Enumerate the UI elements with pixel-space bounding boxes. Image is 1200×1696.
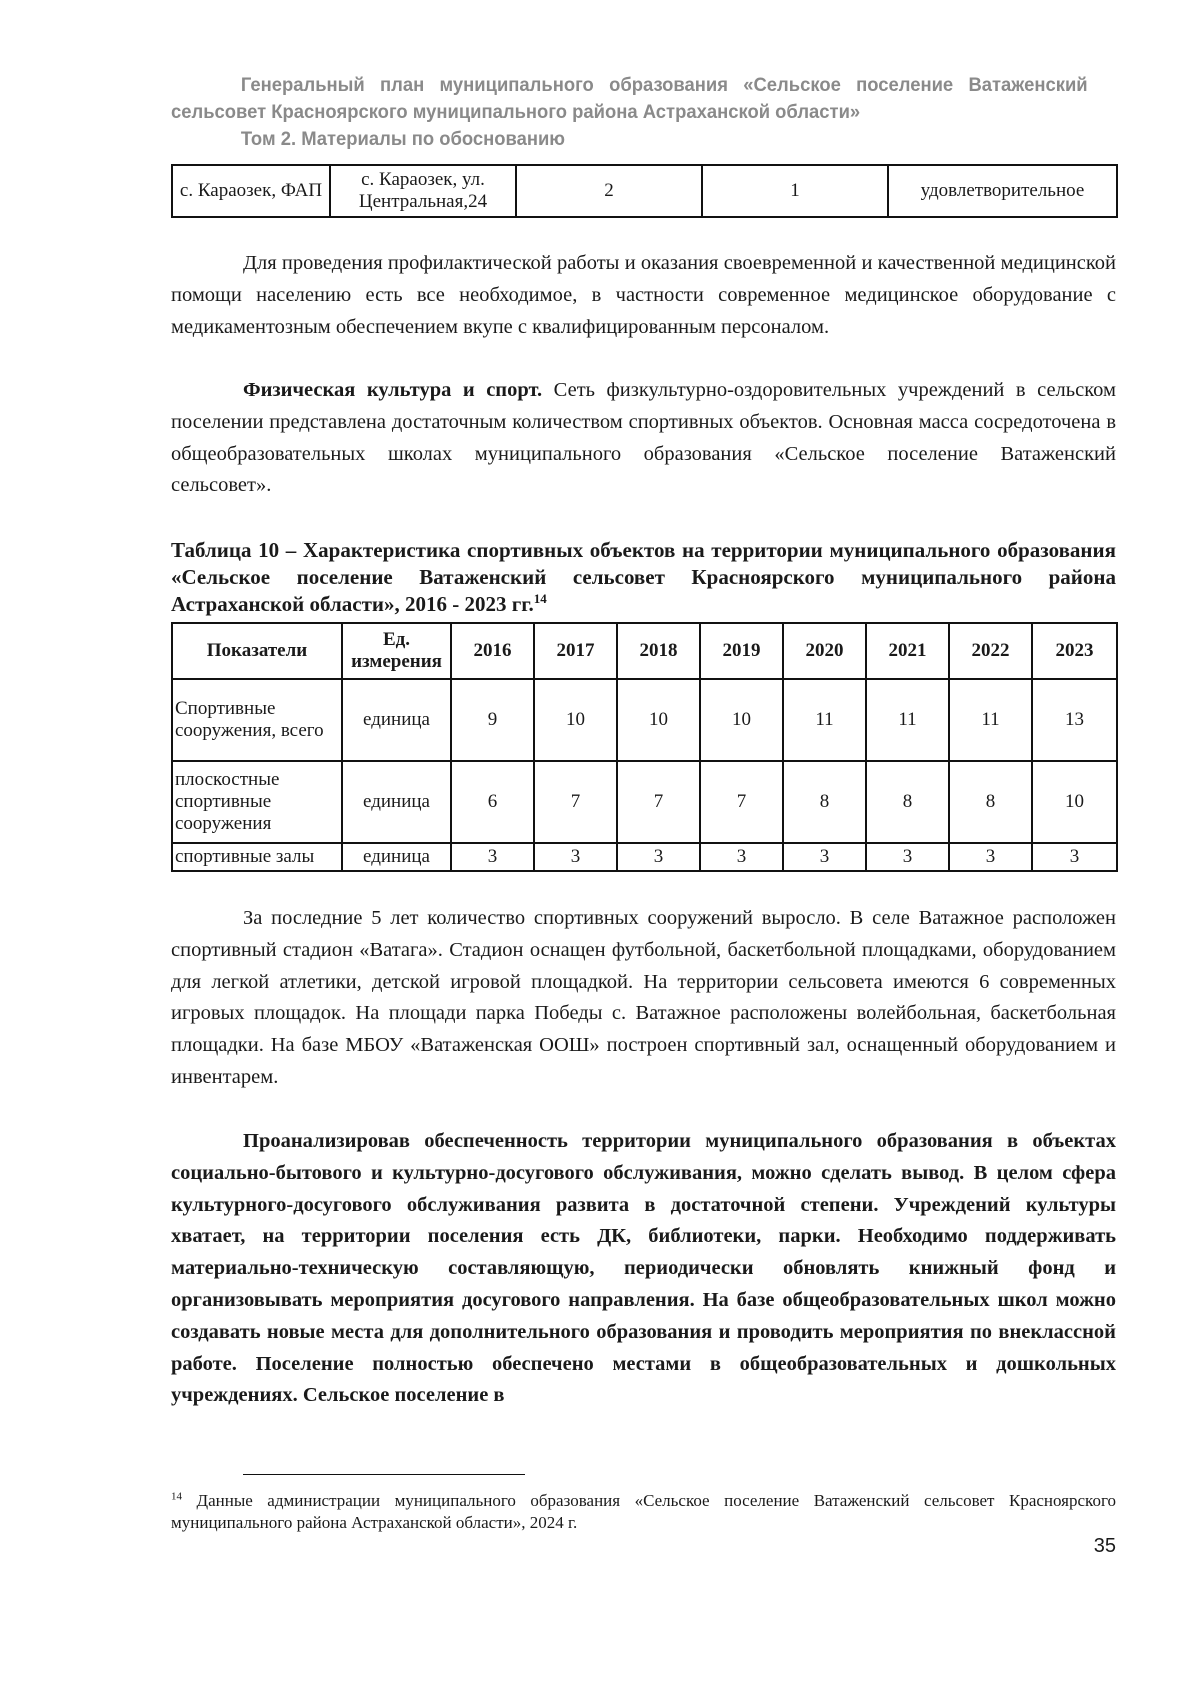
header-line-3: Том 2. Материалы по обоснованию: [240, 129, 566, 150]
table-cell: 10: [534, 679, 617, 761]
footnote-separator: [243, 1474, 525, 1475]
table-row: [172, 761, 1117, 843]
table-cell: единица: [342, 843, 451, 871]
table-cell: 8: [949, 761, 1032, 843]
table-cell: 7: [617, 761, 700, 843]
paragraph-stadium: За последние 5 лет количество спортивных сооружений выросло. В селе Ватажное расположен спортивный стадион «Ватага». Стадион оснащен футбольной, баскетбольной площадками, оборудованием для легкой атлетики, детской игровой площадкой. На территории сельсовета имеются 6 современных игровых площадок. На площади парка Победы с. Ватажное расположены волейбольная, баскетбольная площадки. На базе МБОУ «Ватаженская ООШ» построен спортивный зал, оснащенный оборудованием и инвентарем.: [171, 907, 1116, 1088]
table-row: [172, 843, 1117, 871]
footnote-ref: 14: [533, 591, 547, 606]
footnote-text: Данные администрации муниципального образования «Сельское поселение Ватаженский сельсовет Красноярского муниципального района Астраханской области», 2024 г.: [171, 1491, 1116, 1532]
table-cell: 3: [617, 843, 700, 871]
column-header: 2016: [451, 623, 534, 679]
paragraph-lead: Физическая культура и спорт.: [243, 379, 543, 401]
table-cell: 1: [702, 165, 888, 217]
paragraph-text: Сеть физкультурно-оздоровительных учреждений в сельском поселении представлена достаточным количеством спортивных объектов. Основная масса сосредоточена в общеобразовательных школах муниципального образования «Сельское поселение Ватаженский сельсовет».: [171, 379, 1116, 497]
table-cell: единица: [342, 679, 451, 761]
table-cell: с. Караозек, ул. Центральная,24: [330, 165, 516, 217]
table-cell: 3: [451, 843, 534, 871]
column-header: 2021: [866, 623, 949, 679]
table-cell: 3: [783, 843, 866, 871]
paragraph-conclusion: Проанализировав обеспеченность территории муниципального образования в объектах социально-бытового и культурно-досугового обслуживания, можно сделать вывод. В целом сфера культурного-досугового обслуживания развита в достаточной степени. Учреждений культуры хватает, на территории поселения есть ДК, библиотеки, парки. Необходимо поддерживать материально-техническую составляющую, периодически обновлять книжный фонд и организовывать мероприятия досугового направления. На базе общеобразовательных школ можно создавать новые места для дополнительного образования и проводить мероприятия по внеклассной работе. Поселение полностью обеспечено местами в общеобразовательных и дошкольных учреждениях. Сельское поселение в: [171, 1130, 1116, 1407]
row-label: плоскостные спортивные сооружения: [172, 761, 342, 843]
table-header-row: [172, 623, 1117, 679]
column-header: 2018: [617, 623, 700, 679]
column-header: 2022: [949, 623, 1032, 679]
table-cell: 7: [700, 761, 783, 843]
table-cell: удовлетворительное: [888, 165, 1117, 217]
table-cell: 3: [534, 843, 617, 871]
table-cell: 6: [451, 761, 534, 843]
table-caption: Таблица 10 – Характеристика спортивных объектов на территории муниципального образования «Сельское поселение Ватаженский сельсовет Красноярского муниципального района Астраханской области», 2016 - 2023 гг.$^{14}$: [171, 538, 1116, 616]
table-cell: 10: [617, 679, 700, 761]
row-label: Спортивные сооружения, всего: [172, 679, 342, 761]
table-cell: 8: [783, 761, 866, 843]
table-cell: 11: [949, 679, 1032, 761]
table-cell: 3: [1032, 843, 1117, 871]
column-header: 2023: [1032, 623, 1117, 679]
column-header: Ед. измерения: [342, 623, 451, 679]
column-header: 2017: [534, 623, 617, 679]
table-cell: 9: [451, 679, 534, 761]
table-row: [172, 679, 1117, 761]
table-cell: 3: [700, 843, 783, 871]
table-cell: 11: [866, 679, 949, 761]
table-cell: 8: [866, 761, 949, 843]
table-cell: 3: [949, 843, 1032, 871]
sports-facilities-table: [171, 622, 1118, 872]
table-cell: единица: [342, 761, 451, 843]
column-header: Показатели: [172, 623, 342, 679]
footnote-number: 14: [171, 1490, 182, 1503]
table-cell: 7: [534, 761, 617, 843]
paragraph-medical: Для проведения профилактической работы и оказания своевременной и качественной медицинской помощи населению есть все необходимое, в частности современное медицинское оборудование с медикаментозным обеспечением вкупе с квалифицированным персоналом.: [171, 252, 1116, 338]
table-cell: 11: [783, 679, 866, 761]
table-cell: 13: [1032, 679, 1117, 761]
column-header: 2019: [700, 623, 783, 679]
paragraph-sport: [171, 375, 1116, 502]
running-header: [171, 72, 1088, 153]
header-line-2: сельсовет Красноярского муниципального района Астраханской области»: [171, 102, 861, 123]
table-cell: 10: [700, 679, 783, 761]
table-cell: 3: [866, 843, 949, 871]
table-cell: 2: [516, 165, 702, 217]
row-label: спортивные залы: [172, 843, 342, 871]
footnote: [171, 1490, 1116, 1534]
table-cell: с. Караозек, ФАП: [172, 165, 330, 217]
page-number: 35: [1093, 1535, 1116, 1557]
table-cell: 10: [1032, 761, 1117, 843]
facility-table-continuation: [171, 164, 1118, 218]
table-row: [172, 165, 1117, 217]
column-header: 2020: [783, 623, 866, 679]
header-line-1: Генеральный план муниципального образования «Сельское поселение Ватаженский: [240, 75, 1088, 96]
